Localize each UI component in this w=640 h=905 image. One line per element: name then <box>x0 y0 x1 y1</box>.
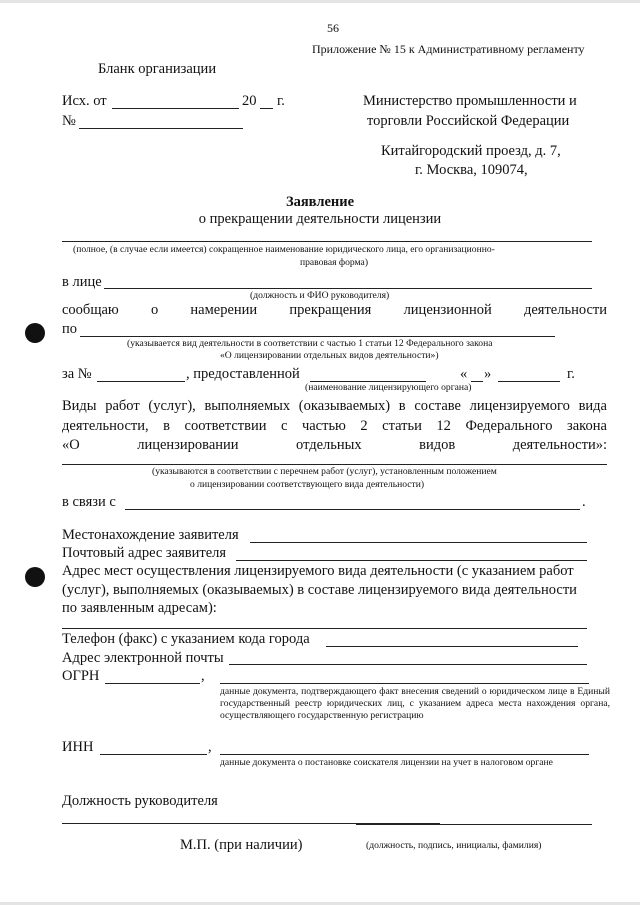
stamp-label: М.П. (при наличии) <box>180 837 303 853</box>
inn-label: ИНН <box>62 739 94 755</box>
outgoing-ref-label: Исх. от <box>62 93 107 109</box>
intent-word-4: прекращения <box>289 302 372 318</box>
ogrn-note: данные документа, подтверждающего факт внесения сведений о юридическом лице в Единый государственный реестр юридических лиц, с указанием адреса места нахождения органа, осуществляющего государственную регистрацию <box>220 686 610 721</box>
intent-word-1: сообщаю <box>62 302 119 318</box>
license-date-open: « <box>460 366 468 382</box>
director-position-label: Должность руководителя <box>62 793 218 809</box>
works-line-2 <box>62 418 607 435</box>
document-title: Заявление <box>285 194 355 210</box>
postal-address-label: Почтовый адрес заявителя <box>62 545 227 561</box>
phone-label: Телефон (факс) с указанием кода города <box>62 631 310 647</box>
addressee-line-4: г. Москва, 109074, <box>415 162 528 178</box>
works-note-2: о лицензировании соответствующего вида деятельности) <box>190 479 425 490</box>
places-line-3: по заявленным адресам): <box>62 600 217 616</box>
works-line-2-word: в <box>163 418 171 434</box>
places-line-1: Адрес мест осуществления лицензируемого вида деятельности (с указанием работ <box>62 563 574 579</box>
reason-end: . <box>582 494 586 510</box>
ogrn-comma: , <box>201 668 205 684</box>
outgoing-year-label: 20 <box>242 93 257 109</box>
addressee-line-3: Китайгородский проезд, д. 7, <box>381 143 561 159</box>
postal-address-field[interactable] <box>236 560 587 561</box>
in-person-note: (должность и ФИО руководителя) <box>250 290 390 301</box>
license-year-suffix: г. <box>567 366 575 382</box>
scan-edge-top <box>0 0 640 3</box>
works-line-2-word: 2 <box>360 418 368 434</box>
inn-note: данные документа о постановке соискателя лицензии на учет в налоговом органе <box>220 757 553 768</box>
intent-word-2: о <box>150 302 159 318</box>
license-number-field[interactable] <box>97 381 185 382</box>
intent-word-6: деятельности <box>523 302 607 318</box>
license-provided-label: , предоставленной <box>186 366 300 382</box>
addressee-line-2: торговли Российской Федерации <box>367 113 570 129</box>
reason-label: в связи с <box>62 494 116 510</box>
binder-hole-2 <box>25 567 45 587</box>
works-line-2-word: Федерального <box>465 418 553 434</box>
signature-field[interactable] <box>356 824 592 825</box>
applicant-name-note-2: правовая форма) <box>299 257 369 268</box>
in-person-field[interactable] <box>104 288 592 289</box>
works-line-2-word: с <box>280 418 288 434</box>
works-line-3-word: деятельности»: <box>512 437 607 453</box>
license-day-field[interactable] <box>471 381 483 382</box>
applicant-name-field[interactable] <box>62 241 592 242</box>
binder-hole-1 <box>25 323 45 343</box>
inn-document-field[interactable] <box>220 754 589 755</box>
license-date-close: » <box>484 366 492 382</box>
ogrn-document-field[interactable] <box>220 683 589 684</box>
organization-blank-label: Бланк организации <box>98 61 217 77</box>
works-line-3-word: отдельных <box>296 437 362 453</box>
page-number: 56 <box>327 21 339 35</box>
works-line-2-word: частью <box>301 418 346 434</box>
email-field[interactable] <box>229 664 587 665</box>
reason-field[interactable] <box>125 509 580 510</box>
appendix-note: Приложение № 15 к Административному регламенту <box>312 42 585 56</box>
works-line-2-word: деятельности, <box>62 418 149 434</box>
license-number-label: за № <box>62 366 92 382</box>
works-line-3-word: «О <box>62 437 80 453</box>
works-line-2-word: статьи <box>382 418 422 434</box>
applicant-name-note-1: (полное, (в случае если имеется) сокращенное наименование юридического лица, его организационно- <box>73 244 495 255</box>
intent-line <box>62 302 607 319</box>
outgoing-year-field[interactable] <box>260 108 273 109</box>
works-line-2-word: закона <box>566 418 607 434</box>
works-line-3-word: видов <box>419 437 456 453</box>
intent-word-3: намерении <box>190 302 258 318</box>
license-month-field[interactable] <box>498 381 560 382</box>
activity-note-1: (указывается вид деятельности в соответствии с частью 1 статьи 12 Федерального закона <box>127 338 493 349</box>
works-line-3 <box>62 437 607 454</box>
works-line-1: Виды работ (услуг), выполняемых (оказываемых) в составе лицензируемого вида <box>62 398 607 414</box>
outgoing-year-suffix: г. <box>277 93 285 109</box>
inn-field[interactable] <box>100 754 207 755</box>
license-authority-note: (наименование лицензирующего органа) <box>305 382 472 393</box>
works-line-3-word: лицензировании <box>137 437 239 453</box>
inn-comma: , <box>208 739 212 755</box>
intent-word-5: лицензионной <box>403 302 492 318</box>
outgoing-number-field[interactable] <box>79 128 243 129</box>
places-line-2: (услуг), выполняемых (оказываемых) в составе лицензируемого вида деятельности <box>62 582 577 598</box>
ogrn-field[interactable] <box>105 683 200 684</box>
activity-by-label: по <box>62 321 78 337</box>
addressee-line-1: Министерство промышленности и <box>363 93 577 109</box>
in-person-label: в лице <box>62 274 102 290</box>
outgoing-number-label: № <box>62 113 76 129</box>
signature-note: (должность, подпись, инициалы, фамилия) <box>366 840 542 851</box>
outgoing-date-field[interactable] <box>112 108 239 109</box>
ogrn-label: ОГРН <box>62 668 100 684</box>
location-label: Местонахождение заявителя <box>62 527 239 543</box>
email-label: Адрес электронной почты <box>62 650 224 666</box>
activity-type-field[interactable] <box>80 336 555 337</box>
location-field[interactable] <box>250 542 587 543</box>
works-line-2-word: соответствии <box>184 418 267 434</box>
activity-note-2: «О лицензировании отдельных видов деятельности») <box>220 350 439 361</box>
works-note-1: (указываются в соответствии с перечнем работ (услуг), установленным положением <box>152 466 497 477</box>
document-subtitle: о прекращении деятельности лицензии <box>198 211 442 227</box>
works-line-2-word: 12 <box>436 418 451 434</box>
phone-field[interactable] <box>326 646 578 647</box>
places-field[interactable] <box>62 628 587 629</box>
works-field[interactable] <box>62 464 607 465</box>
